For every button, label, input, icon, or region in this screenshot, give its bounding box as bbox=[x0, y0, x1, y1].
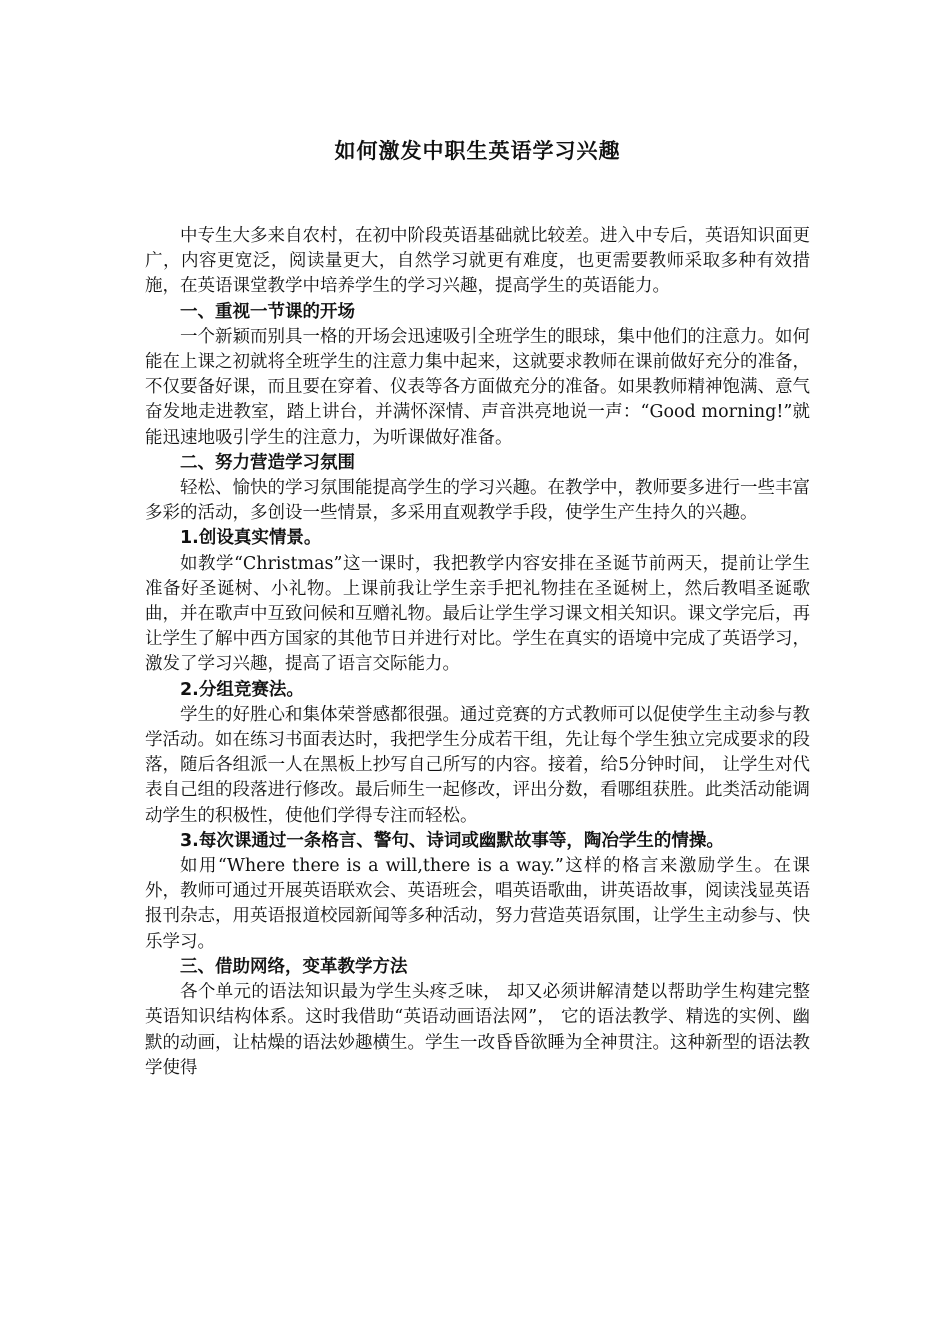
paragraph-intro: 中专生大多来自农村，在初中阶段英语基础就比较差。进入中专后，英语知识面更广，内容更宽泛，阅读量更大，自然学习就更有难度，也更需要教师采取多种有效措施，在英语课堂教学中培养学生的学习兴趣，提高学生的英语能力。 bbox=[145, 226, 810, 297]
paragraph-atmosphere: 轻松、愉快的学习氛围能提高学生的学习兴趣。在教学中，教师要多进行一些丰富多彩的活动，多创设一些情景，多采用直观教学手段，使学生产生持久的兴趣。 bbox=[145, 478, 810, 524]
subheading-1: 1.创设真实情景。 bbox=[180, 528, 322, 549]
paragraph-opening: 一个新颖而别具一格的开场会迅速吸引全班学生的眼球，集中他们的注意力。如何能在上课之初就将全班学生的注意力集中起来，这就要求教师在课前做好充分的准备，不仅要备好课，而且要在穿着、仪表等各方面做充分的准备。如果教师精神饱满、意气奋发地走进教室，踏上讲台，并满怀深情、声音洪亮地说一声：“Good morning!”就能迅速地吸引学生的注意力，为听课做好准备。 bbox=[145, 326, 810, 448]
section-heading-2: 二、努力营造学习氛围 bbox=[180, 452, 355, 473]
paragraph-competition: 学生的好胜心和集体荣誉感都很强。通过竞赛的方式教师可以促使学生主动参与教学活动。如在练习书面表达时，我把学生分成若干组，先让每个学生独立完成要求的段落，随后各组派一人在黑板上抄写自己所写的内容。接着，给5分钟时间， 让学生对代表自己组的段落进行修改。最后师生一起修改，评出分数，看哪组获胜。此类活动能调动学生的积极性，使他们学得专注而轻松。 bbox=[145, 704, 810, 826]
subheading-2: 2.分组竞赛法。 bbox=[180, 679, 304, 700]
document-body bbox=[145, 224, 810, 1081]
section-heading-3: 三、借助网络，变革教学方法 bbox=[180, 956, 408, 977]
section-heading-1: 一、重视一节课的开场 bbox=[180, 301, 355, 322]
subheading-3: 3.每次课通过一条格言、警句、诗词或幽默故事等，陶冶学生的情操。 bbox=[180, 830, 724, 851]
paragraph-christmas: 如教学“Christmas”这一课时，我把教学内容安排在圣诞节前两天，提前让学生准备好圣诞树、小礼物。上课前我让学生亲手把礼物挂在圣诞树上，然后教唱圣诞歌曲，并在歌声中互致问候和互赠礼物。最后让学生学习课文相关知识。课文学完后，再让学生了解中西方国家的其他节日并进行对比。学生在真实的语境中完成了英语学习，激发了学习兴趣，提高了语言交际能力。 bbox=[145, 553, 810, 675]
paragraph-motto: 如用“Where there is a will,there is a way.”这样的格言来激励学生。在课外，教师可通过开展英语联欢会、英语班会，唱英语歌曲，讲英语故事，阅读浅显英语报刊杂志，用英语报道校园新闻等多种活动，努力营造英语氛围，让学生主动参与、快乐学习。 bbox=[145, 856, 810, 952]
paragraph-network: 各个单元的语法知识最为学生头疼乏味， 却又必须讲解清楚以帮助学生构建完整英语知识结构体系。这时我借助“英语动画语法网”， 它的语法教学、精选的实例、幽默的动画，让枯燥的语法妙趣横生。学生一改昏昏欲睡为全神贯注。这种新型的语法教学使得 bbox=[145, 982, 810, 1078]
document-title: 如何激发中职生英语学习兴趣 bbox=[334, 139, 621, 163]
